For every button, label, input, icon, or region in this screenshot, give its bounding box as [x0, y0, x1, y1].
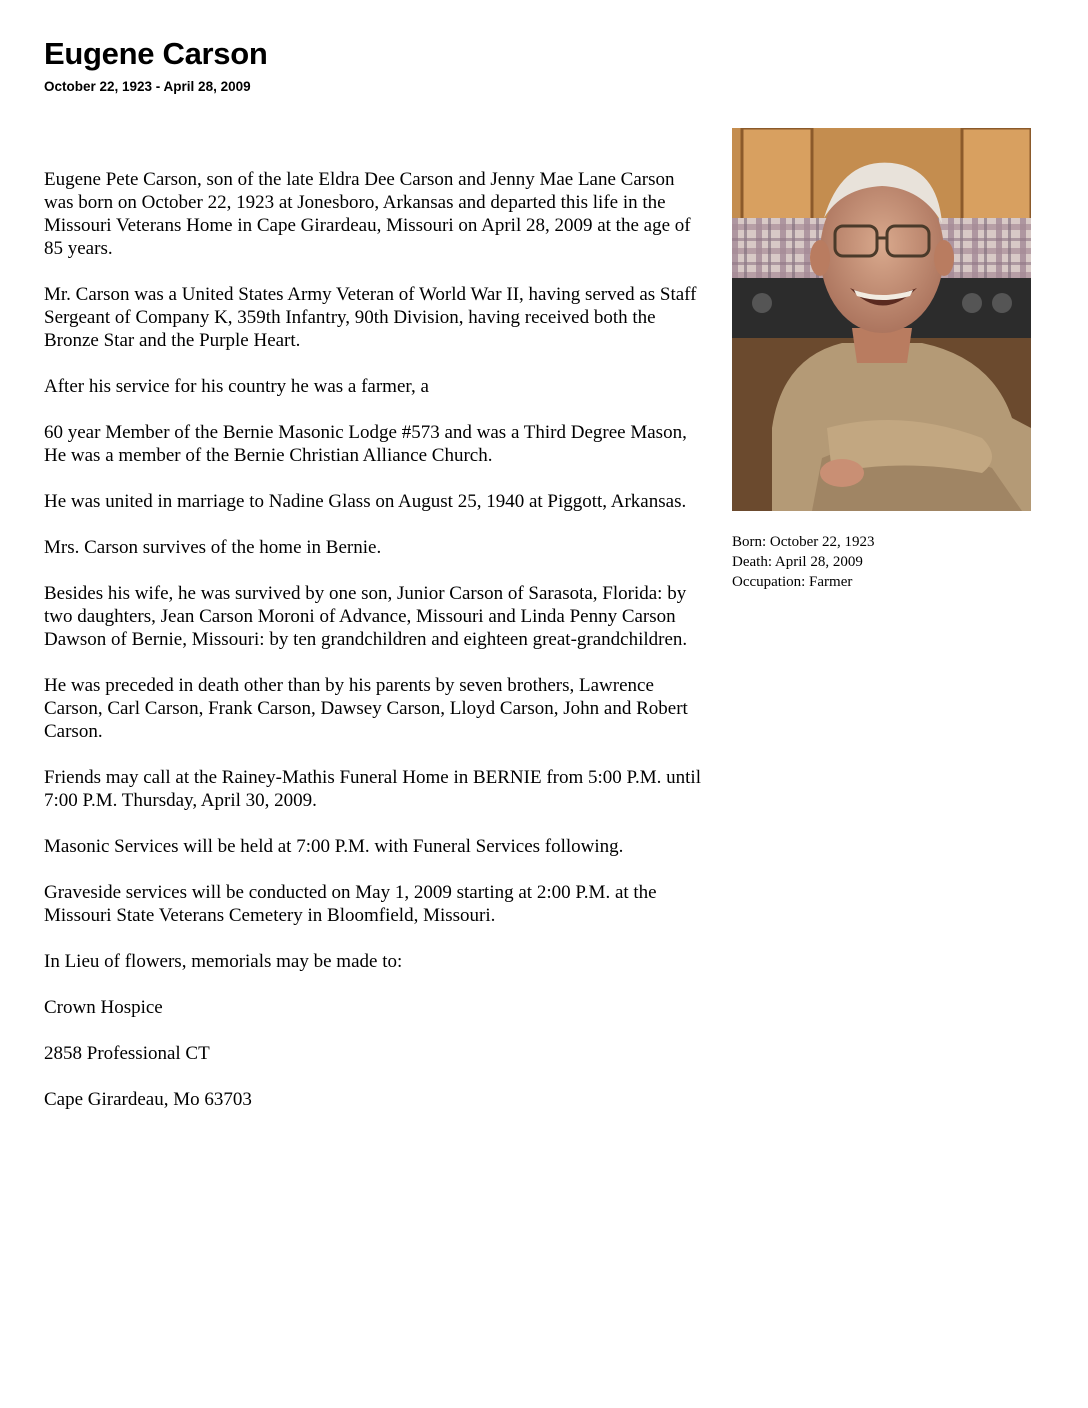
- paragraph-masonic-services: Masonic Services will be held at 7:00 P.M. with Funeral Services following.: [44, 836, 624, 857]
- paragraph-masonic: 60 year Member of the Bernie Masonic Lodge #573 and was a Third Degree Mason, He was a member of the Bernie Christian Alliance Church.: [44, 422, 687, 466]
- page-title: Eugene Carson: [44, 36, 268, 71]
- paragraph-wife: Mrs. Carson survives of the home in Bernie.: [44, 537, 382, 558]
- paragraph-birth: Eugene Pete Carson, son of the late Eldra Dee Carson and Jenny Mae Lane Carson was born on October 22, 1923 at Jonesboro, Arkansas and departed this life in the Missouri Veterans Home in Cape Girardeau, Missouri on April 28, 2009 at the age of 85 years.: [44, 169, 691, 259]
- memorial-address: 2858 Professional CT: [44, 1043, 210, 1064]
- paragraph-survivors: Besides his wife, he was survived by one son, Junior Carson of Sarasota, Florida: by two daughters, Jean Carson Moroni of Advance, Missouri and Linda Penny Carson Dawson of Bernie, Missouri: by ten grandchildren and eighteen great-grandchildren.: [44, 583, 688, 650]
- memorial-org: Crown Hospice: [44, 997, 163, 1018]
- paragraph-military: Mr. Carson was a United States Army Veteran of World War II, having served as Staff Sergeant of Company K, 359th Infantry, 90th Division, having received both the Bronze Star and the Purple Heart.: [44, 284, 697, 351]
- paragraph-memorials: In Lieu of flowers, memorials may be made to:: [44, 951, 403, 972]
- caption-death: Death: April 28, 2009: [732, 554, 863, 570]
- paragraph-graveside: Graveside services will be conducted on May 1, 2009 starting at 2:00 P.M. at the Missouri State Veterans Cemetery in Bloomfield, Missouri.: [44, 882, 657, 926]
- obituary-body: [44, 168, 704, 1134]
- life-dates: October 22, 1923 - April 28, 2009: [44, 79, 251, 94]
- portrait-photo: [732, 128, 1031, 511]
- memorial-city: Cape Girardeau, Mo 63703: [44, 1089, 252, 1110]
- paragraph-visitation: Friends may call at the Rainey-Mathis Funeral Home in BERNIE from 5:00 P.M. until 7:00 P.M. Thursday, April 30, 2009.: [44, 767, 701, 811]
- caption-occupation: Occupation: Farmer: [732, 574, 853, 590]
- paragraph-marriage: He was united in marriage to Nadine Glass on August 25, 1940 at Piggott, Arkansas.: [44, 491, 687, 512]
- paragraph-farmer: After his service for his country he was a farmer, a: [44, 376, 429, 397]
- paragraph-preceded: He was preceded in death other than by his parents by seven brothers, Lawrence Carson, Carl Carson, Frank Carson, Dawsey Carson, Lloyd Carson, John and Robert Carson.: [44, 675, 688, 742]
- caption-born: Born: October 22, 1923: [732, 534, 875, 550]
- photo-caption: [732, 532, 874, 592]
